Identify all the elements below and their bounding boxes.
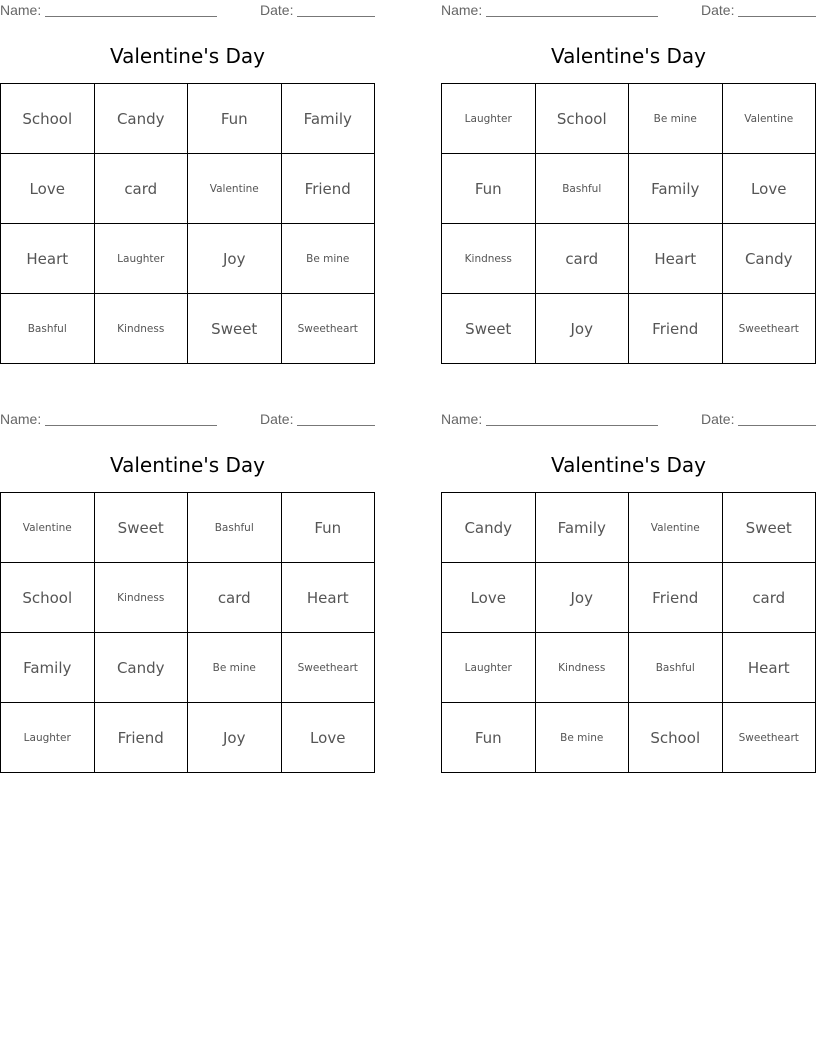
bingo-cell: School <box>1 84 95 154</box>
name-label: Name: <box>0 2 42 18</box>
bingo-cell: Valentine <box>629 493 723 563</box>
card-title: Valentine's Day <box>550 453 707 477</box>
bingo-cell: Joy <box>188 703 282 773</box>
name-date-header <box>441 411 816 429</box>
bingo-cell: card <box>723 563 816 633</box>
bingo-cell: Love <box>442 563 536 633</box>
bingo-cell: Laughter <box>95 224 189 294</box>
bingo-cell: Fun <box>188 84 282 154</box>
bingo-cell: card <box>95 154 189 224</box>
bingo-cell: Family <box>629 154 723 224</box>
bingo-cell: Family <box>1 633 95 703</box>
bingo-cell: Love <box>723 154 816 224</box>
date-field-line <box>297 2 375 17</box>
bingo-grid <box>0 83 375 364</box>
bingo-cell: School <box>629 703 723 773</box>
bingo-cell: Laughter <box>442 84 536 154</box>
bingo-cell: Be mine <box>629 84 723 154</box>
bingo-cell: Bashful <box>188 493 282 563</box>
bingo-cell: Fun <box>282 493 376 563</box>
bingo-cell: Kindness <box>95 563 189 633</box>
bingo-cell: card <box>536 224 630 294</box>
date-label: Date: <box>260 2 294 18</box>
name-label: Name: <box>0 411 42 427</box>
bingo-cell: Sweetheart <box>723 294 816 364</box>
bingo-cell: Be mine <box>188 633 282 703</box>
bingo-cell: Candy <box>442 493 536 563</box>
bingo-card <box>0 0 375 364</box>
bingo-cell: Laughter <box>442 633 536 703</box>
bingo-cell: Family <box>282 84 376 154</box>
bingo-cell: Heart <box>1 224 95 294</box>
bingo-cell: Fun <box>442 154 536 224</box>
name-field-line <box>486 2 658 17</box>
bingo-cell: Family <box>536 493 630 563</box>
bingo-card <box>441 0 816 364</box>
bingo-cell: Be mine <box>536 703 630 773</box>
bingo-cell: Joy <box>536 563 630 633</box>
name-date-header <box>0 411 375 429</box>
bingo-grid <box>0 492 375 773</box>
bingo-cell: Joy <box>536 294 630 364</box>
bingo-cell: Sweetheart <box>723 703 816 773</box>
bingo-cell: Love <box>282 703 376 773</box>
bingo-cell: Joy <box>188 224 282 294</box>
bingo-cell: card <box>188 563 282 633</box>
bingo-cell: Valentine <box>723 84 816 154</box>
bingo-cell: Sweet <box>188 294 282 364</box>
bingo-cell: Bashful <box>1 294 95 364</box>
bingo-cell: Valentine <box>1 493 95 563</box>
bingo-cell: Candy <box>95 633 189 703</box>
name-date-header <box>0 2 375 20</box>
date-label: Date: <box>260 411 294 427</box>
bingo-cell: Kindness <box>95 294 189 364</box>
bingo-cell: Sweetheart <box>282 633 376 703</box>
bingo-cell: Heart <box>629 224 723 294</box>
bingo-cell: Valentine <box>188 154 282 224</box>
name-field-line <box>486 411 658 426</box>
bingo-cell: Heart <box>723 633 816 703</box>
bingo-cell: Friend <box>95 703 189 773</box>
bingo-cell: Bashful <box>629 633 723 703</box>
bingo-cell: Friend <box>282 154 376 224</box>
name-label: Name: <box>441 411 483 427</box>
bingo-cell: Love <box>1 154 95 224</box>
bingo-grid <box>441 83 816 364</box>
bingo-cell: Be mine <box>282 224 376 294</box>
bingo-cell: Friend <box>629 294 723 364</box>
bingo-cell: Laughter <box>1 703 95 773</box>
date-field-line <box>297 411 375 426</box>
bingo-cell: Candy <box>95 84 189 154</box>
bingo-card <box>0 409 375 773</box>
name-date-header <box>441 2 816 20</box>
bingo-cell: Bashful <box>536 154 630 224</box>
card-title: Valentine's Day <box>109 453 266 477</box>
bingo-cell: Kindness <box>536 633 630 703</box>
bingo-cell: Sweet <box>95 493 189 563</box>
name-label: Name: <box>441 2 483 18</box>
bingo-cell: Friend <box>629 563 723 633</box>
name-field-line <box>45 2 217 17</box>
bingo-cell: Candy <box>723 224 816 294</box>
bingo-cell: Heart <box>282 563 376 633</box>
card-title: Valentine's Day <box>109 44 266 68</box>
bingo-cell: Sweetheart <box>282 294 376 364</box>
bingo-cell: School <box>1 563 95 633</box>
date-label: Date: <box>701 411 735 427</box>
bingo-card <box>441 409 816 773</box>
date-label: Date: <box>701 2 735 18</box>
card-title: Valentine's Day <box>550 44 707 68</box>
bingo-cell: Kindness <box>442 224 536 294</box>
bingo-cell: Fun <box>442 703 536 773</box>
name-field-line <box>45 411 217 426</box>
date-field-line <box>738 2 816 17</box>
bingo-cell: Sweet <box>442 294 536 364</box>
bingo-cell: Sweet <box>723 493 816 563</box>
date-field-line <box>738 411 816 426</box>
bingo-grid <box>441 492 816 773</box>
bingo-cell: School <box>536 84 630 154</box>
